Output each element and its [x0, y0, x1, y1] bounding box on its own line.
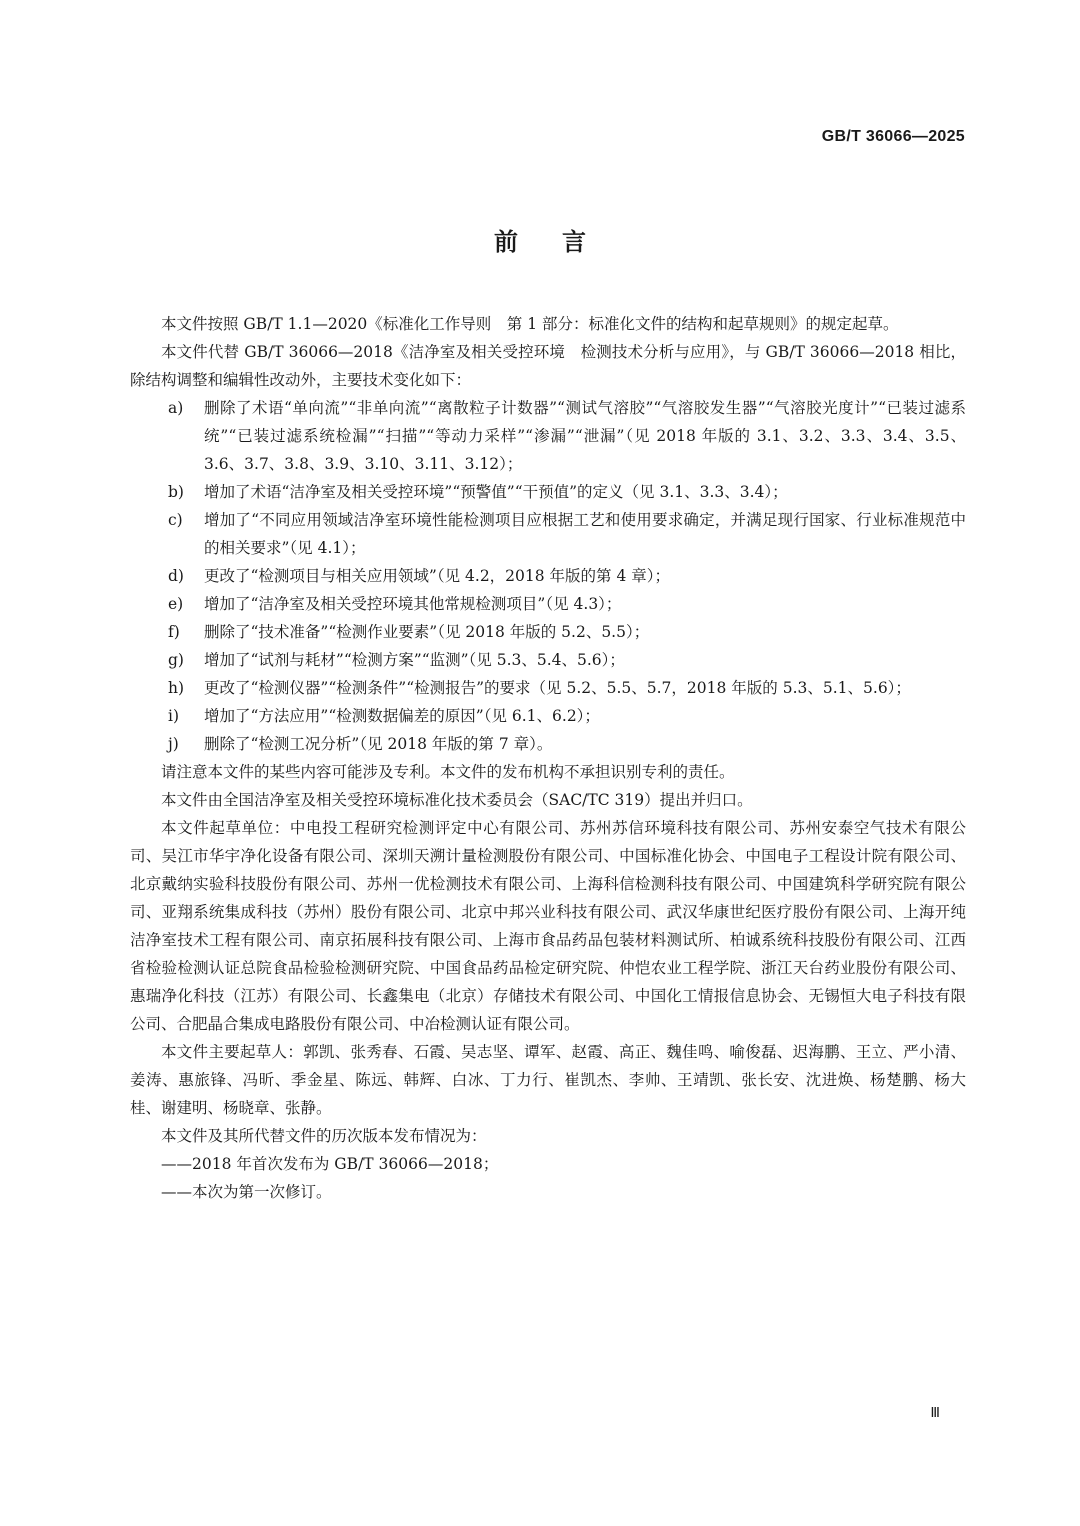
change-item-label: e)	[168, 595, 184, 613]
change-item-label: d)	[168, 567, 184, 585]
change-item	[130, 562, 966, 590]
intro-paragraph: 本文件代替 GB/T 36066—2018《洁净室及相关受控环境 检测技术分析与应用》，与 GB/T 36066—2018 相比，除结构调整和编辑性改动外，主要技术变化如下：	[130, 343, 966, 389]
change-item	[130, 674, 966, 702]
standard-number: GB/T 36066—2025	[821, 128, 965, 145]
change-item-text: 删除了“技术准备”“检测作业要素”（见 2018 年版的 5.2、5.5）；	[204, 623, 650, 641]
change-item	[130, 478, 966, 506]
change-item	[130, 702, 966, 730]
change-list	[130, 394, 966, 758]
change-item	[130, 730, 966, 758]
intro-paragraph: 本文件按照 GB/T 1.1—2020《标准化工作导则 第 1 部分：标准化文件的结构和起草规则》的规定起草。	[161, 315, 899, 333]
change-item	[130, 506, 966, 562]
change-item-text: 更改了“检测项目与相关应用领域”（见 4.2，2018 年版的第 4 章）；	[204, 567, 671, 585]
change-item-label: i)	[168, 707, 180, 725]
change-item-label: j)	[168, 735, 179, 753]
committee-paragraph: 本文件由全国洁净室及相关受控环境标准化技术委员会（SAC/TC 319）提出并归口。	[161, 791, 753, 809]
document-body	[130, 310, 966, 1206]
change-item	[130, 590, 966, 618]
change-item-text: 删除了“检测工况分析”（见 2018 年版的第 7 章）。	[204, 735, 553, 753]
drafters-paragraph: 本文件主要起草人：郭凯、张秀春、石霞、吴志坚、谭军、赵霞、高正、魏佳鸣、喻俊磊、迟海鹏、王立、严小清、姜涛、惠旅锋、冯昕、季金星、陈远、韩辉、白冰、丁力行、崔凯杰、李帅、王靖凯、张长安、沈进焕、杨楚鹏、杨大桂、谢建明、杨晓章、张静。	[130, 1043, 966, 1117]
change-item	[130, 646, 966, 674]
history-intro: 本文件及其所代替文件的历次版本发布情况为：	[161, 1127, 487, 1145]
change-item-label: a)	[168, 399, 184, 417]
change-item-label: c)	[168, 511, 183, 529]
change-item-label: g)	[168, 651, 184, 669]
change-item-label: h)	[168, 679, 185, 697]
change-item-text: 增加了“试剂与耗材”“检测方案”“监测”（见 5.3、5.4、5.6）；	[204, 651, 625, 669]
history-item: ——本次为第一次修订。	[161, 1183, 332, 1201]
change-item-text: 增加了术语“洁净室及相关受控环境”“预警值”“干预值”的定义（见 3.1、3.3、3.4）；	[204, 483, 788, 501]
change-item-text: 增加了“不同应用领域洁净室环境性能检测项目应根据工艺和使用要求确定，并满足现行国家、行业标准规范中的相关要求”（见 4.1）；	[204, 511, 966, 557]
change-item	[130, 618, 966, 646]
change-item-label: f)	[168, 623, 180, 641]
history-item: ——2018 年首次发布为 GB/T 36066—2018；	[161, 1155, 499, 1173]
drafting-units-paragraph: 本文件起草单位：中电投工程研究检测评定中心有限公司、苏州苏信环境科技有限公司、苏州安泰空气技术有限公司、吴江市华宇净化设备有限公司、深圳天溯计量检测股份有限公司、中国标准化协会、中国电子工程设计院有限公司、北京戴纳实验科技股份有限公司、苏州一优检测技术有限公司、上海科信检测科技有限公司、中国建筑科学研究院有限公司、亚翔系统集成科技（苏州）股份有限公司、北京中邦兴业科技有限公司、武汉华康世纪医疗股份有限公司、上海开纯洁净室技术工程有限公司、南京拓展科技有限公司、上海市食品药品包装材料测试所、柏诚系统科技股份有限公司、江西省检验检测认证总院食品检验检测研究院、中国食品药品检定研究院、仲恺农业工程学院、浙江天台药业股份有限公司、惠瑞净化科技（江苏）有限公司、长鑫集电（北京）存储技术有限公司、中国化工情报信息协会、无锡恒大电子科技有限公司、合肥晶合集成电路股份有限公司、中冶检测认证有限公司。	[130, 819, 966, 1033]
change-item-text: 删除了术语“单向流”“非单向流”“离散粒子计数器”“测试气溶胶”“气溶胶发生器”“气溶胶光度计”“已装过滤系统”“已装过滤系统检漏”“扫描”“等动力采样”“渗漏”“泄漏”（见 2018 年版的 3.1、3.2、3.3、3.4、3.5、3.6、3.7、3.8、3.9、3.10、3.11、3.12）；	[204, 399, 966, 473]
change-item	[130, 394, 966, 478]
page-number: Ⅲ	[930, 1406, 940, 1421]
change-item-text: 增加了“洁净室及相关受控环境其他常规检测项目”（见 4.3）；	[204, 595, 622, 613]
patent-notice: 请注意本文件的某些内容可能涉及专利。本文件的发布机构不承担识别专利的责任。	[161, 763, 735, 781]
page-title: 前言	[494, 227, 630, 256]
change-item-text: 增加了“方法应用”“检测数据偏差的原因”（见 6.1、6.2）；	[204, 707, 600, 725]
change-item-text: 更改了“检测仪器”“检测条件”“检测报告”的要求（见 5.2、5.5、5.7，2018 年版的 5.3、5.1、5.6）；	[204, 679, 911, 697]
change-item-label: b)	[168, 483, 184, 501]
